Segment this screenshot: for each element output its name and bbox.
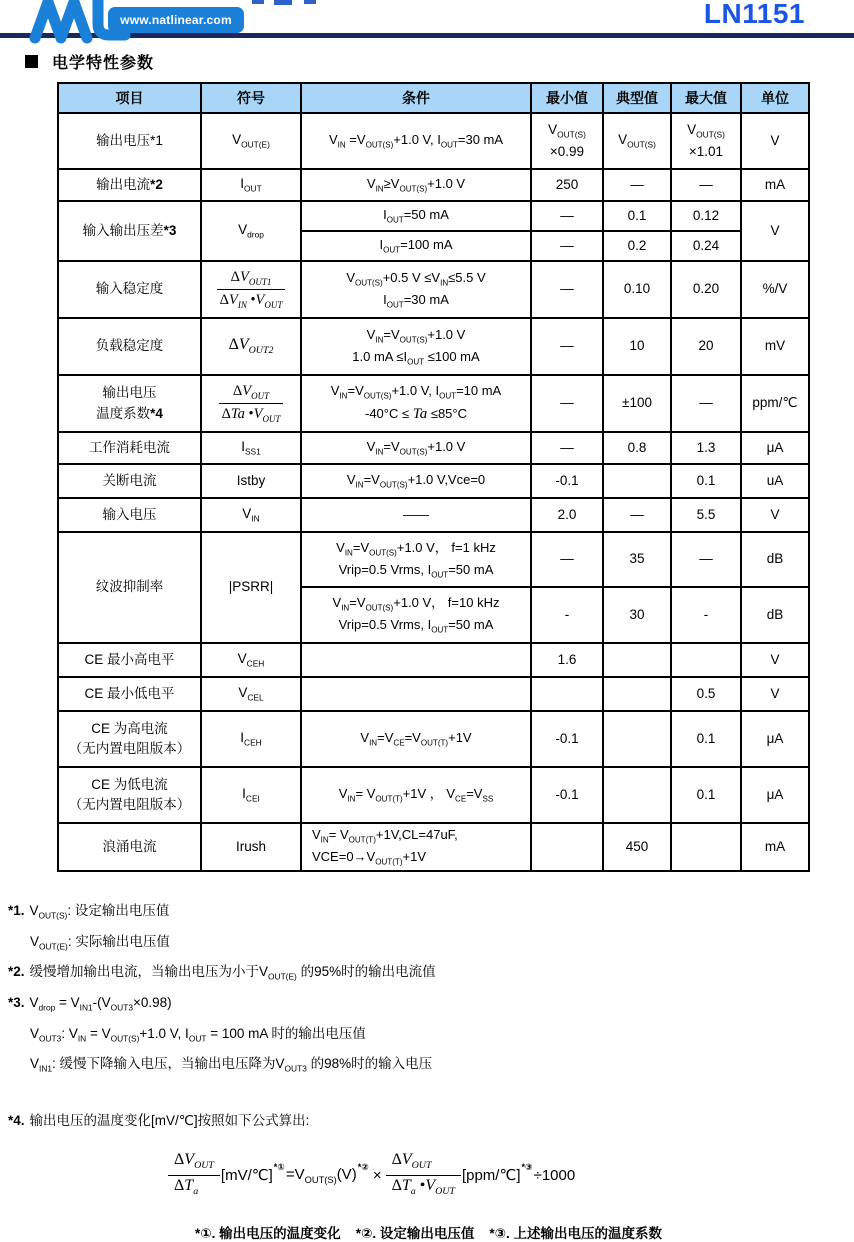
formula-tail: ÷1000 xyxy=(533,1166,576,1184)
table-cell: — xyxy=(531,231,603,261)
footnote-text: $V_{IN1}$: 缓慢下降输入电压，当输出电压降为$V_{OUT3}$ 的98%时的输入电压 xyxy=(30,1056,433,1075)
table-cell: V xyxy=(741,677,809,711)
footnote-line xyxy=(8,1108,838,1134)
table-cell: Istby xyxy=(201,464,301,498)
table-row xyxy=(58,261,809,318)
table-row xyxy=(58,464,809,498)
formula-note3-marker: *③ xyxy=(521,1161,533,1172)
table-cell: $V_{IN}=V_{OUT(S)}+1.0$ V,Vce=0 xyxy=(301,464,531,498)
page-header xyxy=(0,0,854,33)
table-head xyxy=(58,83,809,113)
table-row xyxy=(58,318,809,375)
table-cell: $V_{CEH}$ xyxy=(201,643,301,677)
table-row xyxy=(58,201,809,231)
table-cell: V xyxy=(741,113,809,169)
table-cell: $V_{IN}$ xyxy=(201,498,301,532)
footnote-label: *4. xyxy=(8,1113,25,1129)
table-cell: 关断电流 xyxy=(58,464,201,498)
table-cell xyxy=(671,643,741,677)
formula-lhs-unit: [mV/℃] xyxy=(220,1167,273,1185)
table-row xyxy=(58,532,809,587)
table-cell: $I_{SS1}$ xyxy=(201,432,301,464)
formula-times-sign: × xyxy=(372,1166,382,1184)
footnote-line xyxy=(8,898,838,929)
column-header: 符号 xyxy=(201,83,301,113)
table-cell: mA xyxy=(741,169,809,201)
table-row xyxy=(58,432,809,464)
temp-coefficient-formula xyxy=(168,1150,854,1200)
formula-legend xyxy=(195,1222,854,1242)
clipped-header-text-fragment xyxy=(252,0,264,4)
table-cell: Irush xyxy=(201,823,301,871)
table-cell: 浪涌电流 xyxy=(58,823,201,871)
table-cell: 输入输出压差*3 xyxy=(58,201,201,261)
table-cell xyxy=(603,643,671,677)
table-cell: - xyxy=(671,587,741,643)
params-table xyxy=(57,82,810,872)
table-cell: $V_{OUT(E)}$ xyxy=(201,113,301,169)
column-header: 典型值 xyxy=(603,83,671,113)
table-cell: CE 最小低电平 xyxy=(58,677,201,711)
table-cell: 负载稳定度 xyxy=(58,318,201,375)
table-cell: 输出电压*1 xyxy=(58,113,201,169)
clipped-header-text-fragment xyxy=(274,0,292,5)
table-row xyxy=(58,643,809,677)
table-cell: $V_{CEL}$ xyxy=(201,677,301,711)
table-cell: — xyxy=(531,318,603,375)
footnote-text: $V_{OUT(E)}$: 实际输出电压值 xyxy=(30,933,170,952)
legend-item: *②. 设定输出电压值 xyxy=(355,1226,475,1242)
table-row xyxy=(58,711,809,767)
table-cell: — xyxy=(671,375,741,432)
table-cell: — xyxy=(603,498,671,532)
table-cell: CE 最小高电平 xyxy=(58,643,201,677)
table-cell: $V_{IN}= V_{OUT(T)}+1V,CL=47uF$, $VCE=0\to V_{OUT(T)}+1V$ xyxy=(301,823,531,871)
table-cell: ppm/℃ xyxy=(741,375,809,432)
table-cell: $V_{IN}=V_{OUT(S)}+1.0$ V, $I_{OUT}=10$ mA -40°C ≤ Ta ≤85°C xyxy=(301,375,531,432)
table-cell xyxy=(603,711,671,767)
footnote-line xyxy=(8,959,838,990)
table-cell: 输出电流*2 xyxy=(58,169,201,201)
table-cell: 1.3 xyxy=(671,432,741,464)
table-cell: CE 为高电流 （无内置电阻版本） xyxy=(58,711,201,767)
table-cell: 0.12 xyxy=(671,201,741,231)
section-title: 电学特性参数 xyxy=(52,55,155,72)
table-cell: 0.1 xyxy=(671,711,741,767)
table-cell: —— xyxy=(301,498,531,532)
table-cell: 10 xyxy=(603,318,671,375)
table-cell: $V_{IN}=V_{OUT(S)}+1.0$ V， f=1 kHz Vrip=0.5 Vrms, $I_{OUT}=50$ mA xyxy=(301,532,531,587)
table-cell: dB xyxy=(741,532,809,587)
formula-rhs-unit: [ppm/℃] xyxy=(461,1167,521,1185)
table-cell: %/V xyxy=(741,261,809,318)
footnote-line xyxy=(8,1021,838,1052)
table-cell: — xyxy=(531,201,603,231)
part-number: LN1151 xyxy=(703,0,805,29)
table-cell: mV xyxy=(741,318,809,375)
table-cell: $V_{IN}=V_{OUT(S)}+1.0$ V， f=10 kHz Vrip=0.5 Vrms, $I_{OUT}=50$ mA xyxy=(301,587,531,643)
table-cell: — xyxy=(531,375,603,432)
formula-mid: $=V_{OUT(S)}(V)$ xyxy=(285,1165,357,1185)
footnote-line xyxy=(8,929,838,960)
table-cell: V xyxy=(741,498,809,532)
table-cell: $I_{OUT}=100$ mA xyxy=(301,231,531,261)
table-cell: — xyxy=(603,169,671,201)
table-cell: $V_{IN} =V_{OUT(S)}+1.0$ V, $I_{OUT}=30$ mA xyxy=(301,113,531,169)
table-cell: $V_{OUT(S)}$ ×0.99 xyxy=(531,113,603,169)
table-cell: CE 为低电流 （无内置电阻版本） xyxy=(58,767,201,823)
section-header xyxy=(25,50,854,73)
table-cell: 0.20 xyxy=(671,261,741,318)
table-cell: 0.2 xyxy=(603,231,671,261)
table-cell: 0.10 xyxy=(603,261,671,318)
table-cell: $\frac{\Delta V_{OUT}}{\Delta Ta •V_{OUT}}$ xyxy=(201,375,301,432)
table-cell: -0.1 xyxy=(531,464,603,498)
table-cell: 0.5 xyxy=(671,677,741,711)
table-cell: 30 xyxy=(603,587,671,643)
footnote-text: $V_{OUT3}$: $V_{IN} = V_{OUT(S)}+1.0$ V, $I_{OUT} = 100$ mA 时的输出电压值 xyxy=(30,1025,366,1044)
table-cell: dB xyxy=(741,587,809,643)
table-row xyxy=(58,677,809,711)
table-cell: $V_{IN}\ge V_{OUT(S)}+1.0$ V xyxy=(301,169,531,201)
table-cell xyxy=(671,823,741,871)
table-body xyxy=(58,113,809,871)
table-cell xyxy=(603,677,671,711)
table-row xyxy=(58,823,809,871)
table-cell xyxy=(531,677,603,711)
table-cell: 35 xyxy=(603,532,671,587)
table-cell: 0.1 xyxy=(671,464,741,498)
table-cell: - xyxy=(531,587,603,643)
table-cell: $V_{IN}=V_{CE}=V_{OUT(T)}+1V$ xyxy=(301,711,531,767)
table-cell: μA xyxy=(741,432,809,464)
footnote-line xyxy=(8,990,838,1021)
table-row xyxy=(58,113,809,169)
table-row xyxy=(58,767,809,823)
table-cell: 450 xyxy=(603,823,671,871)
footnote-text: 输出电压的温度变化[mV/℃]按照如下公式算出: xyxy=(29,1113,310,1129)
table-cell xyxy=(301,677,531,711)
footnotes xyxy=(8,898,838,1134)
table-cell xyxy=(301,643,531,677)
table-cell: $V_{OUT(S)}$ xyxy=(603,113,671,169)
table-cell: V xyxy=(741,201,809,261)
table-cell: — xyxy=(531,261,603,318)
table-cell: $V_{drop}$ xyxy=(201,201,301,261)
table-cell: 20 xyxy=(671,318,741,375)
table-cell: 0.8 xyxy=(603,432,671,464)
website-label: www.natlinear.com xyxy=(120,13,232,27)
formula-note1-marker: *① xyxy=(273,1161,285,1172)
column-header: 最小值 xyxy=(531,83,603,113)
table-cell: $V_{IN}=V_{OUT(S)}+1.0$ V xyxy=(301,432,531,464)
table-cell xyxy=(603,767,671,823)
clipped-header-text-fragment xyxy=(304,0,316,4)
column-header: 项目 xyxy=(58,83,201,113)
table-cell: — xyxy=(531,532,603,587)
table-cell: $I_{OUT}$ xyxy=(201,169,301,201)
table-cell: 纹波抑制率 xyxy=(58,532,201,643)
footnote-line xyxy=(8,1051,838,1082)
footnote-label: *3. xyxy=(8,995,25,1011)
table-cell: — xyxy=(531,432,603,464)
table-cell: μA xyxy=(741,767,809,823)
table-cell: 1.6 xyxy=(531,643,603,677)
table-cell: 输出电压 温度系数*4 xyxy=(58,375,201,432)
table-cell: 输入稳定度 xyxy=(58,261,201,318)
table-cell: $I_{CEH}$ xyxy=(201,711,301,767)
table-cell: ±100 xyxy=(603,375,671,432)
table-cell: 5.5 xyxy=(671,498,741,532)
table-cell: 工作消耗电流 xyxy=(58,432,201,464)
table-cell: $\frac{\Delta V_{OUT1}}{\Delta V_{IN} •V_{OUT}}$ xyxy=(201,261,301,318)
table-cell: 输入电压 xyxy=(58,498,201,532)
table-cell: uA xyxy=(741,464,809,498)
table-cell xyxy=(603,464,671,498)
table-cell: 250 xyxy=(531,169,603,201)
table-cell xyxy=(531,823,603,871)
legend-item: *③. 上述输出电压的温度系数 xyxy=(489,1226,663,1242)
table-cell: -0.1 xyxy=(531,711,603,767)
column-header: 最大值 xyxy=(671,83,741,113)
table-cell: $\Delta V_{OUT2}$ xyxy=(201,318,301,375)
table-cell: $I_{OUT}=50$ mA xyxy=(301,201,531,231)
legend-item: *①. 输出电压的温度变化 xyxy=(195,1226,341,1242)
table-cell: — xyxy=(671,532,741,587)
table-cell: $I_{CEI}$ xyxy=(201,767,301,823)
footnote-text: 缓慢增加输出电流，当输出电压为小于$V_{OUT(E)}$ 的95%时的输出电流值 xyxy=(29,964,436,983)
table-cell: $V_{OUT(S)}+0.5$ $V \le V_{IN}\le 5.5$ V $I_{OUT}=30$ mA xyxy=(301,261,531,318)
footnote-label: *2. xyxy=(8,964,25,980)
table-cell: $V_{OUT(S)}$ ×1.01 xyxy=(671,113,741,169)
table-row xyxy=(58,169,809,201)
table-cell: 0.1 xyxy=(671,767,741,823)
table-row xyxy=(58,375,809,432)
table-cell: 0.1 xyxy=(603,201,671,231)
table-cell: 0.24 xyxy=(671,231,741,261)
footnote-label: *1. xyxy=(8,903,25,918)
table-row xyxy=(58,498,809,532)
table-cell: $V_{IN}=V_{OUT(S)}+1.0$ V 1.0 mA $\le I_{OUT} \le 100$ mA xyxy=(301,318,531,375)
table-cell: V xyxy=(741,643,809,677)
footnote-text: $V_{OUT(S)}$: 设定输出电压值 xyxy=(29,903,170,921)
formula-note2-marker: *② xyxy=(357,1161,369,1172)
table-cell: $V_{IN}= V_{OUT(T)}+1V$ ， $V_{CE}=V_{SS}$ xyxy=(301,767,531,823)
table-cell: |PSRR| xyxy=(201,532,301,643)
column-header: 单位 xyxy=(741,83,809,113)
website-banner xyxy=(108,7,244,33)
table-cell: μA xyxy=(741,711,809,767)
column-header: 条件 xyxy=(301,83,531,113)
table-cell: 2.0 xyxy=(531,498,603,532)
section-bullet-icon xyxy=(25,55,38,68)
header-row xyxy=(58,83,809,113)
table-cell: mA xyxy=(741,823,809,871)
table-cell: — xyxy=(671,169,741,201)
footnote-text: $V_{drop} = V_{IN1}-(V_{OUT3}\times 0.98)$ xyxy=(29,995,172,1013)
table-cell: -0.1 xyxy=(531,767,603,823)
formula-lhs-fraction: $\frac{\Delta V_{OUT}}{\Delta T_a}$ xyxy=(168,1150,220,1200)
formula-rhs-fraction: $\frac{\Delta V_{OUT}}{\Delta T_a •V_{OUT}}$ xyxy=(386,1150,461,1200)
